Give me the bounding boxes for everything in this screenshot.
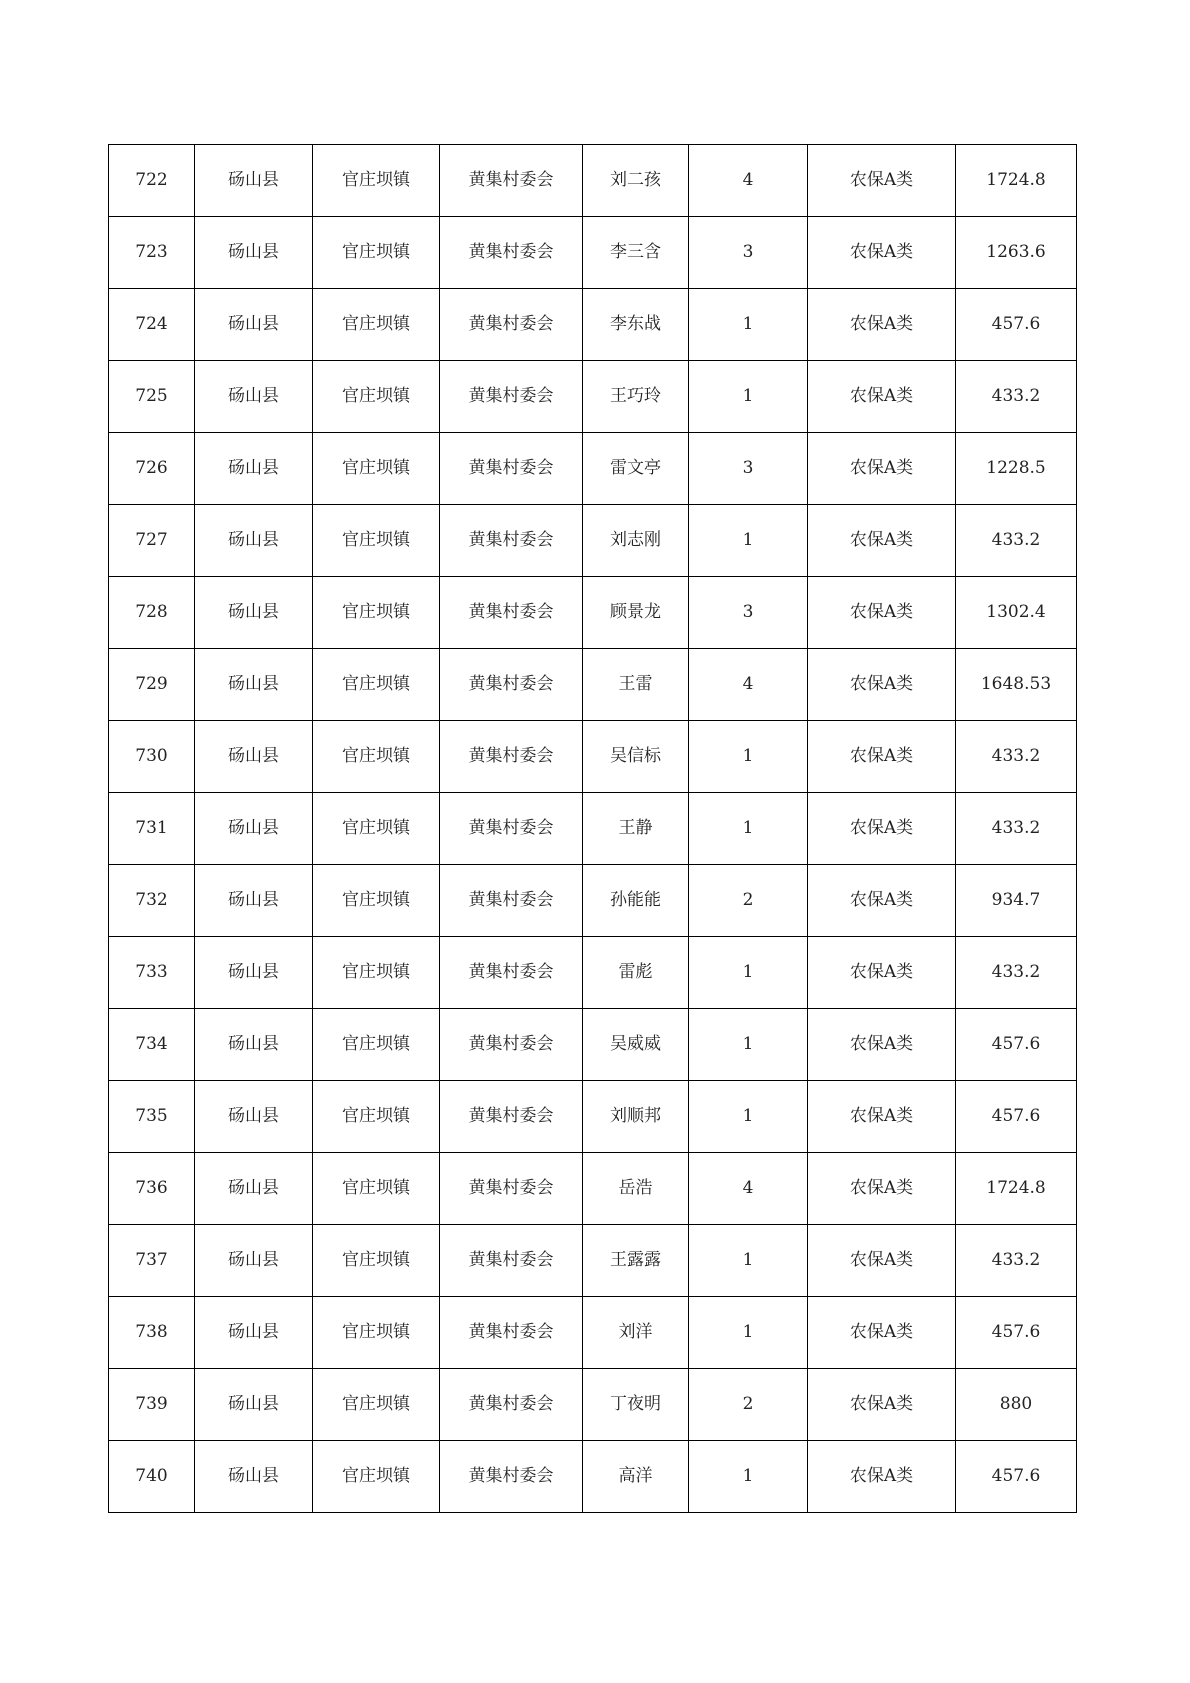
serial-number-cell: 729: [109, 649, 195, 721]
county-cell: 砀山县: [195, 433, 313, 505]
table-row: [109, 1153, 1077, 1225]
household-size-cell: 1: [689, 721, 808, 793]
name-cell: 刘顺邦: [583, 1081, 689, 1153]
name-cell: 王巧玲: [583, 361, 689, 433]
village-committee-cell: 黄集村委会: [440, 1369, 583, 1441]
table-row: [109, 1081, 1077, 1153]
name-cell: 刘洋: [583, 1297, 689, 1369]
town-cell: 官庄坝镇: [313, 1297, 440, 1369]
household-size-cell: 4: [689, 649, 808, 721]
category-cell: 农保A类: [808, 721, 956, 793]
table-row: [109, 361, 1077, 433]
category-cell: 农保A类: [808, 1369, 956, 1441]
town-cell: 官庄坝镇: [313, 1441, 440, 1513]
name-cell: 顾景龙: [583, 577, 689, 649]
amount-cell: 457.6: [956, 1297, 1077, 1369]
county-cell: 砀山县: [195, 289, 313, 361]
table-row: [109, 505, 1077, 577]
category-cell: 农保A类: [808, 865, 956, 937]
county-cell: 砀山县: [195, 1153, 313, 1225]
household-size-cell: 1: [689, 1081, 808, 1153]
name-cell: 高洋: [583, 1441, 689, 1513]
category-cell: 农保A类: [808, 1009, 956, 1081]
serial-number-cell: 733: [109, 937, 195, 1009]
serial-number-cell: 730: [109, 721, 195, 793]
village-committee-cell: 黄集村委会: [440, 217, 583, 289]
category-cell: 农保A类: [808, 649, 956, 721]
village-committee-cell: 黄集村委会: [440, 145, 583, 217]
town-cell: 官庄坝镇: [313, 865, 440, 937]
table-row: [109, 217, 1077, 289]
county-cell: 砀山县: [195, 1369, 313, 1441]
serial-number-cell: 723: [109, 217, 195, 289]
serial-number-cell: 739: [109, 1369, 195, 1441]
serial-number-cell: 735: [109, 1081, 195, 1153]
name-cell: 王露露: [583, 1225, 689, 1297]
household-size-cell: 1: [689, 1009, 808, 1081]
county-cell: 砀山县: [195, 505, 313, 577]
village-committee-cell: 黄集村委会: [440, 505, 583, 577]
table-row: [109, 793, 1077, 865]
name-cell: 刘二孩: [583, 145, 689, 217]
county-cell: 砀山县: [195, 577, 313, 649]
village-committee-cell: 黄集村委会: [440, 289, 583, 361]
table-row: [109, 1009, 1077, 1081]
town-cell: 官庄坝镇: [313, 577, 440, 649]
village-committee-cell: 黄集村委会: [440, 865, 583, 937]
amount-cell: 934.7: [956, 865, 1077, 937]
category-cell: 农保A类: [808, 505, 956, 577]
county-cell: 砀山县: [195, 1081, 313, 1153]
serial-number-cell: 736: [109, 1153, 195, 1225]
table-body: [109, 145, 1077, 1513]
category-cell: 农保A类: [808, 1081, 956, 1153]
serial-number-cell: 738: [109, 1297, 195, 1369]
household-size-cell: 1: [689, 505, 808, 577]
category-cell: 农保A类: [808, 361, 956, 433]
household-size-cell: 1: [689, 361, 808, 433]
county-cell: 砀山县: [195, 649, 313, 721]
name-cell: 李三含: [583, 217, 689, 289]
county-cell: 砀山县: [195, 721, 313, 793]
amount-cell: 433.2: [956, 505, 1077, 577]
category-cell: 农保A类: [808, 289, 956, 361]
town-cell: 官庄坝镇: [313, 649, 440, 721]
category-cell: 农保A类: [808, 1225, 956, 1297]
amount-cell: 1302.4: [956, 577, 1077, 649]
amount-cell: 880: [956, 1369, 1077, 1441]
household-size-cell: 3: [689, 433, 808, 505]
amount-cell: 433.2: [956, 361, 1077, 433]
amount-cell: 1724.8: [956, 145, 1077, 217]
name-cell: 雷文亭: [583, 433, 689, 505]
amount-cell: 457.6: [956, 289, 1077, 361]
table-row: [109, 1225, 1077, 1297]
town-cell: 官庄坝镇: [313, 937, 440, 1009]
serial-number-cell: 734: [109, 1009, 195, 1081]
household-size-cell: 1: [689, 793, 808, 865]
household-size-cell: 3: [689, 577, 808, 649]
town-cell: 官庄坝镇: [313, 289, 440, 361]
table-row: [109, 721, 1077, 793]
town-cell: 官庄坝镇: [313, 505, 440, 577]
village-committee-cell: 黄集村委会: [440, 433, 583, 505]
village-committee-cell: 黄集村委会: [440, 937, 583, 1009]
name-cell: 雷彪: [583, 937, 689, 1009]
county-cell: 砀山县: [195, 793, 313, 865]
amount-cell: 1724.8: [956, 1153, 1077, 1225]
name-cell: 王雷: [583, 649, 689, 721]
amount-cell: 457.6: [956, 1441, 1077, 1513]
village-committee-cell: 黄集村委会: [440, 577, 583, 649]
household-size-cell: 3: [689, 217, 808, 289]
table-row: [109, 289, 1077, 361]
category-cell: 农保A类: [808, 577, 956, 649]
table-row: [109, 865, 1077, 937]
household-size-cell: 2: [689, 1369, 808, 1441]
county-cell: 砀山县: [195, 1225, 313, 1297]
household-size-cell: 2: [689, 865, 808, 937]
household-size-cell: 1: [689, 1297, 808, 1369]
name-cell: 李东战: [583, 289, 689, 361]
village-committee-cell: 黄集村委会: [440, 1297, 583, 1369]
category-cell: 农保A类: [808, 217, 956, 289]
amount-cell: 1263.6: [956, 217, 1077, 289]
amount-cell: 433.2: [956, 937, 1077, 1009]
category-cell: 农保A类: [808, 1153, 956, 1225]
serial-number-cell: 724: [109, 289, 195, 361]
category-cell: 农保A类: [808, 145, 956, 217]
village-committee-cell: 黄集村委会: [440, 1441, 583, 1513]
village-committee-cell: 黄集村委会: [440, 793, 583, 865]
serial-number-cell: 731: [109, 793, 195, 865]
town-cell: 官庄坝镇: [313, 145, 440, 217]
county-cell: 砀山县: [195, 1441, 313, 1513]
table-row: [109, 937, 1077, 1009]
county-cell: 砀山县: [195, 145, 313, 217]
village-committee-cell: 黄集村委会: [440, 721, 583, 793]
amount-cell: 433.2: [956, 721, 1077, 793]
table-row: [109, 1441, 1077, 1513]
amount-cell: 1228.5: [956, 433, 1077, 505]
category-cell: 农保A类: [808, 793, 956, 865]
name-cell: 王静: [583, 793, 689, 865]
serial-number-cell: 726: [109, 433, 195, 505]
village-committee-cell: 黄集村委会: [440, 1225, 583, 1297]
county-cell: 砀山县: [195, 361, 313, 433]
name-cell: 吴威威: [583, 1009, 689, 1081]
beneficiary-table: [108, 144, 1077, 1513]
household-size-cell: 4: [689, 1153, 808, 1225]
serial-number-cell: 725: [109, 361, 195, 433]
serial-number-cell: 728: [109, 577, 195, 649]
serial-number-cell: 740: [109, 1441, 195, 1513]
village-committee-cell: 黄集村委会: [440, 649, 583, 721]
table-row: [109, 577, 1077, 649]
category-cell: 农保A类: [808, 1441, 956, 1513]
town-cell: 官庄坝镇: [313, 1153, 440, 1225]
name-cell: 丁夜明: [583, 1369, 689, 1441]
table-row: [109, 145, 1077, 217]
serial-number-cell: 727: [109, 505, 195, 577]
table-row: [109, 649, 1077, 721]
town-cell: 官庄坝镇: [313, 721, 440, 793]
household-size-cell: 4: [689, 145, 808, 217]
county-cell: 砀山县: [195, 865, 313, 937]
category-cell: 农保A类: [808, 1297, 956, 1369]
village-committee-cell: 黄集村委会: [440, 1009, 583, 1081]
town-cell: 官庄坝镇: [313, 433, 440, 505]
household-size-cell: 1: [689, 937, 808, 1009]
name-cell: 岳浩: [583, 1153, 689, 1225]
household-size-cell: 1: [689, 289, 808, 361]
name-cell: 孙能能: [583, 865, 689, 937]
serial-number-cell: 737: [109, 1225, 195, 1297]
county-cell: 砀山县: [195, 217, 313, 289]
village-committee-cell: 黄集村委会: [440, 1081, 583, 1153]
category-cell: 农保A类: [808, 937, 956, 1009]
town-cell: 官庄坝镇: [313, 217, 440, 289]
town-cell: 官庄坝镇: [313, 361, 440, 433]
town-cell: 官庄坝镇: [313, 1081, 440, 1153]
county-cell: 砀山县: [195, 937, 313, 1009]
amount-cell: 457.6: [956, 1009, 1077, 1081]
household-size-cell: 1: [689, 1441, 808, 1513]
household-size-cell: 1: [689, 1225, 808, 1297]
table-row: [109, 433, 1077, 505]
amount-cell: 433.2: [956, 793, 1077, 865]
amount-cell: 457.6: [956, 1081, 1077, 1153]
county-cell: 砀山县: [195, 1009, 313, 1081]
name-cell: 刘志刚: [583, 505, 689, 577]
amount-cell: 433.2: [956, 1225, 1077, 1297]
table-row: [109, 1369, 1077, 1441]
village-committee-cell: 黄集村委会: [440, 1153, 583, 1225]
serial-number-cell: 722: [109, 145, 195, 217]
town-cell: 官庄坝镇: [313, 1009, 440, 1081]
village-committee-cell: 黄集村委会: [440, 361, 583, 433]
amount-cell: 1648.53: [956, 649, 1077, 721]
town-cell: 官庄坝镇: [313, 793, 440, 865]
town-cell: 官庄坝镇: [313, 1225, 440, 1297]
town-cell: 官庄坝镇: [313, 1369, 440, 1441]
serial-number-cell: 732: [109, 865, 195, 937]
name-cell: 吴信标: [583, 721, 689, 793]
table-row: [109, 1297, 1077, 1369]
category-cell: 农保A类: [808, 433, 956, 505]
county-cell: 砀山县: [195, 1297, 313, 1369]
